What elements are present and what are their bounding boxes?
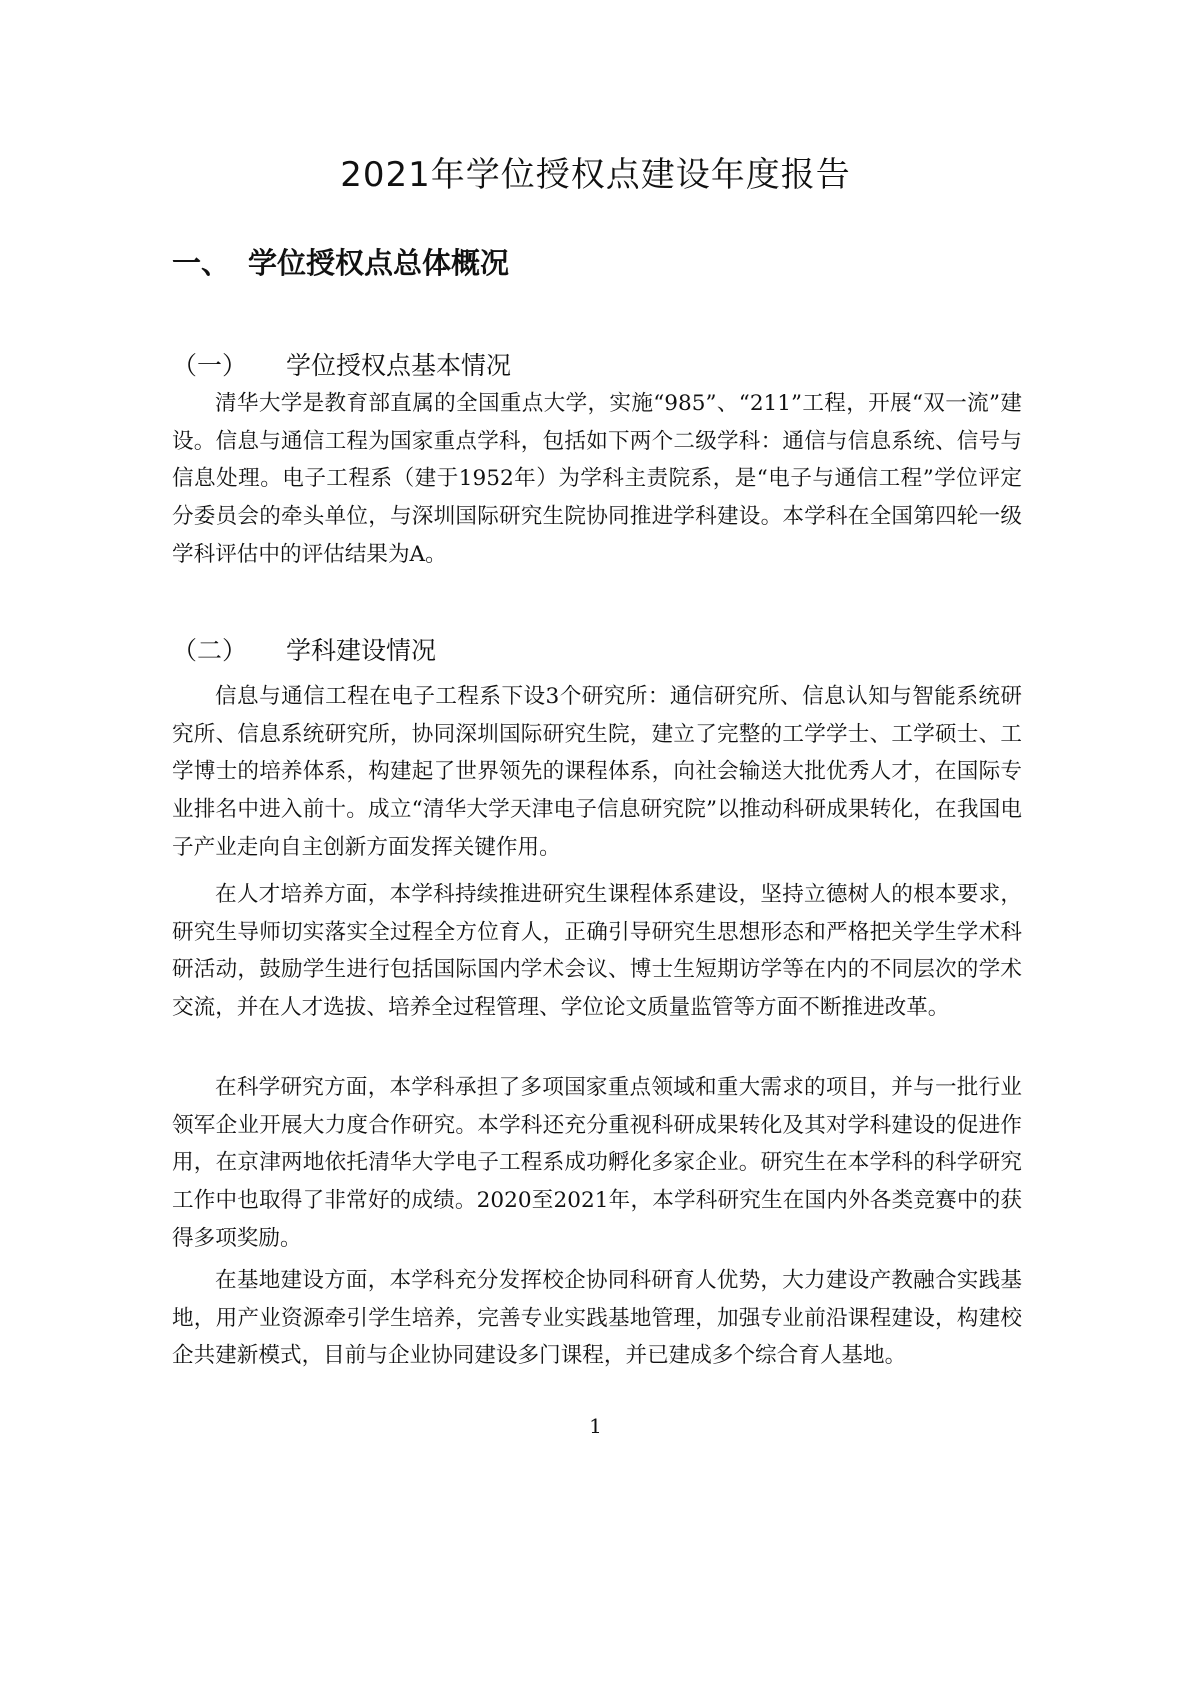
paragraph-talent-cultivation: 在人才培养方面，本学科持续推进研究生课程体系建设，坚持立德树人的根本要求，研究生导师切实落实全过程全方位育人，正确引导研究生思想形态和严格把关学生学术科研活动，鼓励学生进行包括国际国内学术会议、博士生短期访学等在内的不同层次的学术交流，并在人才选拔、培养全过程管理、学位论文质量监管等方面不断推进改革。 [172, 882, 1022, 1021]
paragraph-scientific-research: 在科学研究方面，本学科承担了多项国家重点领域和重大需求的项目，并与一批行业领军企业开展大力度合作研究。本学科还充分重视科研成果转化及其对学科建设的促进作用，在京津两地依托清华大学电子工程系成功孵化多家企业。研究生在本学科的科学研究工作中也取得了非常好的成绩。2020至2021年，本学科研究生在国内外各类竞赛中的获得多项奖励。 [172, 1075, 1022, 1251]
section-title: 学位授权点总体概况 [248, 246, 510, 280]
paragraph-base-construction: 在基地建设方面，本学科充分发挥校企协同科研育人优势，大力建设产教融合实践基地，用产业资源牵引学生培养，完善专业实践基地管理，加强专业前沿课程建设，构建校企共建新模式，目前与企业协同建设多门课程，并已建成多个综合育人基地。 [172, 1268, 1022, 1369]
subsection-heading-1 [172, 346, 511, 386]
subsection-heading-2 [172, 631, 436, 671]
paragraph-basic-info: 清华大学是教育部直属的全国重点大学，实施“985”、“211”工程，开展“双一流”建设。信息与通信工程为国家重点学科，包括如下两个二级学科：通信与信息系统、信号与信息处理。电子工程系（建于1952年）为学科主责院系，是“电子与通信工程”学位评定分委员会的牵头单位，与深圳国际研究生院协同推进学科建设。本学科在全国第四轮一级学科评估中的评估结果为A。 [172, 391, 1022, 567]
document-title: 2021年学位授权点建设年度报告 [340, 155, 851, 195]
section-number: 一、 [172, 246, 231, 280]
subsection-number: （二） [172, 636, 248, 665]
subsection-title: 学位授权点基本情况 [286, 351, 512, 380]
page-number: 1 [589, 1414, 602, 1438]
subsection-number: （一） [172, 351, 248, 380]
subsection-title: 学科建设情况 [286, 636, 437, 665]
paragraph-discipline-overview: 信息与通信工程在电子工程系下设3个研究所：通信研究所、信息认知与智能系统研究所、信息系统研究所，协同深圳国际研究生院，建立了完整的工学学士、工学硕士、工学博士的培养体系，构建起了世界领先的课程体系，向社会输送大批优秀人才，在国际专业排名中进入前十。成立“清华大学天津电子信息研究院”以推动科研成果转化，在我国电子产业走向自主创新方面发挥关键作用。 [172, 684, 1022, 860]
section-heading-1 [172, 240, 509, 286]
